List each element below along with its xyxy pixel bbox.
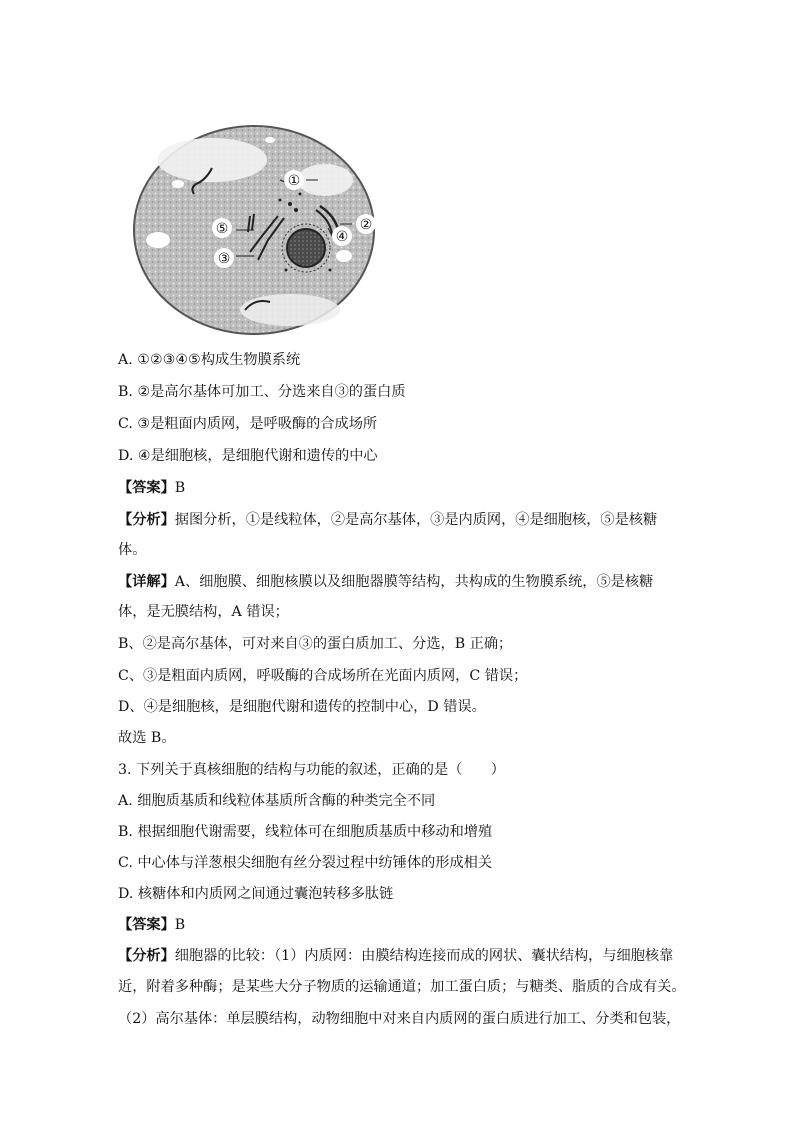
answer-label: 【答案】 bbox=[118, 480, 175, 496]
q2-analysis-line-1 bbox=[118, 510, 657, 530]
q2-option-a: A. ①②③④⑤构成生物膜系统 bbox=[118, 352, 301, 368]
q3-analysis-line-3: （2）高尔基体：单层膜结构，动物细胞中对来自内质网的蛋白质进行加工、分类和包装， bbox=[118, 1011, 681, 1027]
q3-option-b: B. 根据细胞代谢需要，线粒体可在细胞质基质中移动和增殖 bbox=[118, 824, 493, 840]
q3-option-a: A. 细胞质基质和线粒体基质所含酶的种类完全不同 bbox=[118, 793, 436, 809]
q2-answer bbox=[118, 478, 185, 498]
q2-detail-line-5: D、④是细胞核，是细胞代谢和遗传的控制中心，D 错误。 bbox=[118, 699, 486, 715]
answer-value: B bbox=[174, 480, 186, 496]
q2-detail-line-1 bbox=[118, 572, 653, 592]
q3-answer bbox=[118, 915, 185, 935]
analysis-label: 【分析】 bbox=[118, 948, 175, 964]
answer-value: B bbox=[174, 917, 186, 933]
q3-option-d: D. 核糖体和内质网之间通过囊泡转移多肽链 bbox=[118, 886, 394, 902]
q3-stem: 3. 下列关于真核细胞的结构与功能的叙述，正确的是（ ） bbox=[118, 762, 505, 778]
svg-text:②: ② bbox=[359, 217, 373, 233]
marker-5 bbox=[212, 218, 232, 238]
marker-4 bbox=[332, 226, 352, 246]
q2-detail-line-3: B、②是高尔基体，可对来自③的蛋白质加工、分选，B 正确； bbox=[118, 636, 513, 652]
svg-text:⑤: ⑤ bbox=[215, 221, 229, 237]
detail-text: A、细胞膜、细胞核膜以及细胞器膜等结构，共构成的生物膜系统，⑤是核糖 bbox=[174, 574, 654, 590]
answer-label: 【答案】 bbox=[118, 917, 175, 933]
marker-3 bbox=[214, 248, 234, 268]
analysis-text: 细胞器的比较：（1）内质网：由膜结构连接而成的网状、囊状结构，与细胞核靠 bbox=[174, 948, 674, 964]
q3-option-c: C. 中心体与洋葱根尖细胞有丝分裂过程中纺锤体的形成相关 bbox=[118, 855, 493, 871]
q2-detail-line-2: 体，是无膜结构，A 错误； bbox=[118, 604, 289, 620]
q2-option-b: B. ②是高尔基体可加工、分选来自③的蛋白质 bbox=[118, 384, 406, 400]
cell-diagram-svg bbox=[130, 120, 382, 336]
analysis-label: 【分析】 bbox=[118, 512, 175, 528]
q2-conclusion: 故选 B。 bbox=[118, 730, 176, 746]
analysis-text: 据图分析，①是线粒体，②是高尔基体，③是内质网，④是细胞核，⑤是核糖 bbox=[174, 512, 658, 528]
q2-analysis-line-2: 体。 bbox=[118, 542, 147, 558]
q2-detail-line-4: C、③是粗面内质网，呼吸酶的合成场所在光面内质网，C 错误； bbox=[118, 668, 528, 684]
q3-analysis-line-1 bbox=[118, 946, 673, 966]
detail-label: 【详解】 bbox=[118, 574, 175, 590]
svg-text:④: ④ bbox=[335, 229, 349, 245]
q2-option-c: C. ③是粗面内质网，是呼吸酶的合成场所 bbox=[118, 416, 378, 432]
marker-2 bbox=[356, 214, 376, 234]
q3-analysis-line-2: 近，附着多种酶；是某些大分子物质的运输通道；加工蛋白质；与糖类、脂质的合成有关。 bbox=[118, 979, 686, 995]
cell-diagram bbox=[130, 120, 382, 336]
svg-text:③: ③ bbox=[217, 251, 231, 267]
nucleus bbox=[287, 229, 325, 267]
svg-text:①: ① bbox=[287, 173, 301, 189]
q2-option-d: D. ④是细胞核，是细胞代谢和遗传的中心 bbox=[118, 448, 378, 464]
marker-1 bbox=[284, 170, 304, 190]
